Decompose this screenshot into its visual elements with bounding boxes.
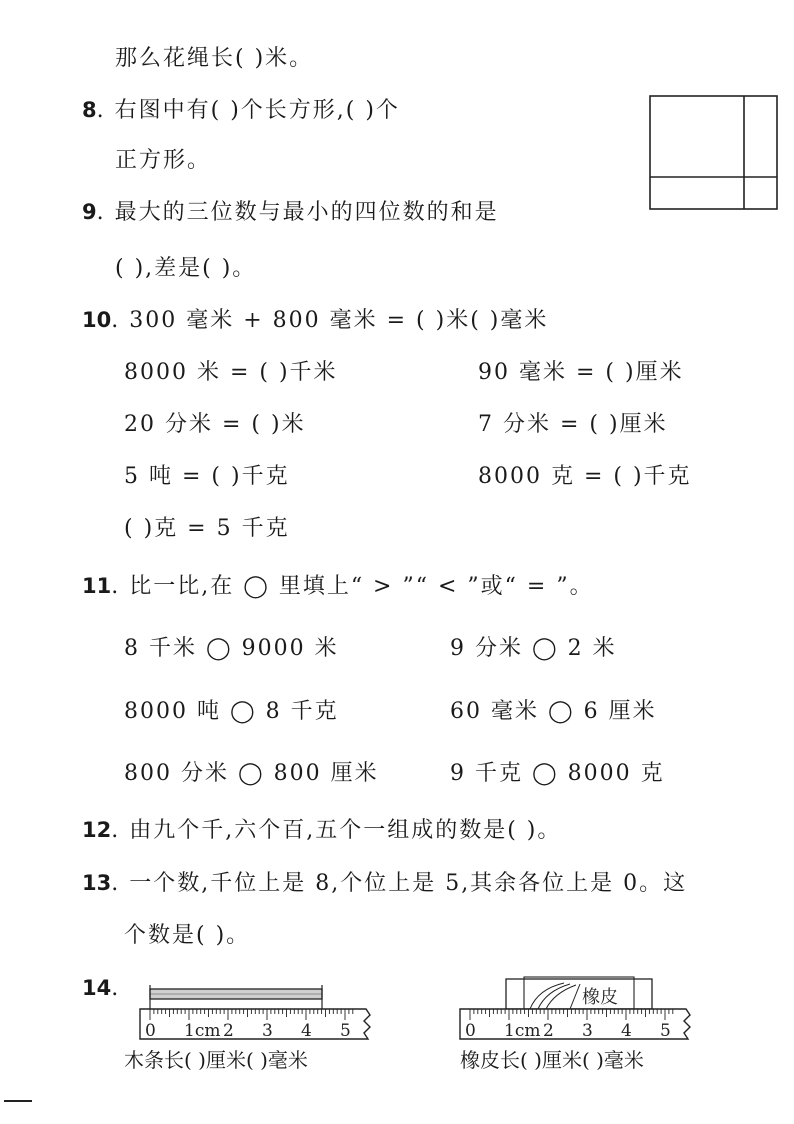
- q10-number: 10: [82, 308, 112, 332]
- q10-line1: [82, 310, 548, 332]
- ruler-tick-label: 5: [660, 1021, 671, 1041]
- q14-number: 14: [82, 976, 112, 1000]
- q11-item-3: 8000 吨 ◯ 8 千克: [124, 699, 339, 724]
- eraser: [506, 979, 652, 1009]
- ruler-tick-label: 5: [340, 1021, 351, 1041]
- q12-line1: [82, 820, 561, 842]
- q11-item-1: 8 千米 ◯ 9000 米: [124, 636, 339, 661]
- q13-text: . 一个数,千位上是 8,个位上是 5,其余各位上是 0。这: [111, 871, 688, 896]
- q10-item-d: 7 分米 = ( )厘米: [478, 412, 668, 437]
- q10-item-c: 20 分米 = ( )米: [124, 412, 306, 437]
- q8-line2: 正方形。: [115, 148, 212, 173]
- q10-item-e: 5 吨 = ( )千克: [124, 464, 290, 489]
- ruler-left: [138, 985, 378, 1047]
- q11-item-2: 9 分米 ◯ 2 米: [450, 636, 617, 661]
- q11-number: 11: [82, 574, 112, 598]
- ruler-tick-label: 4: [301, 1021, 312, 1041]
- q14-number-line: 14.: [82, 976, 121, 1001]
- q14-label-left: 木条长( )厘米( )毫米: [124, 1048, 308, 1072]
- q10-item-g: ( )克 = 5 千克: [124, 516, 290, 541]
- q10-text: . 300 毫米 + 800 毫米 = ( )米( )毫米: [111, 308, 549, 333]
- q9-number: 9: [82, 200, 97, 224]
- ruler-tick-label: 3: [262, 1021, 273, 1041]
- q11-text: . 比一比,在 ◯ 里填上“ > ”“ < ”或“ = ”。: [111, 574, 594, 599]
- q8-text: . 右图中有( )个长方形,( )个: [96, 98, 400, 123]
- q13-line1: [82, 873, 687, 895]
- q9-line2: ( ),差是( )。: [115, 256, 257, 281]
- q8-line1: [82, 100, 400, 122]
- q12-text: . 由九个千,六个百,五个一组成的数是( )。: [111, 818, 562, 843]
- ruler-tick-label: 1cm: [504, 1021, 541, 1041]
- ruler-tick-label: 3: [582, 1021, 593, 1041]
- q13-number: 13: [82, 871, 112, 895]
- q11-line1: [82, 576, 594, 598]
- q10-item-b: 90 毫米 = ( )厘米: [478, 360, 684, 385]
- q10-item-a: 8000 米 = ( )千米: [124, 360, 338, 385]
- ruler-tick-label: 0: [465, 1021, 476, 1041]
- q13-line2: 个数是( )。: [124, 923, 251, 948]
- eraser-label: 橡皮: [582, 987, 618, 1008]
- ruler-tick-label: 2: [543, 1021, 554, 1041]
- q11-item-4: 60 毫米 ◯ 6 厘米: [450, 699, 657, 724]
- ruler-tick-label: 2: [223, 1021, 234, 1041]
- page-corner-mark: [4, 1100, 32, 1102]
- q7-text: 那么花绳长( )米。: [115, 46, 314, 71]
- ruler-tick-label: 1cm: [184, 1021, 221, 1041]
- q14-label-right: 橡皮长( )厘米( )毫米: [460, 1048, 644, 1072]
- q11-item-6: 9 千克 ◯ 8000 克: [450, 761, 665, 786]
- q11-item-5: 800 分米 ◯ 800 厘米: [124, 761, 379, 786]
- q8-number: 8: [82, 98, 97, 122]
- q12-number: 12: [82, 818, 112, 842]
- ruler-right: [458, 975, 698, 1047]
- q10-item-f: 8000 克 = ( )千克: [478, 464, 692, 489]
- ruler-tick-label: 0: [145, 1021, 156, 1041]
- ruler-tick-label: 4: [621, 1021, 632, 1041]
- q9-line1: [82, 202, 499, 224]
- q9-text: . 最大的三位数与最小的四位数的和是: [96, 200, 499, 225]
- rectangle-figure: [648, 94, 780, 212]
